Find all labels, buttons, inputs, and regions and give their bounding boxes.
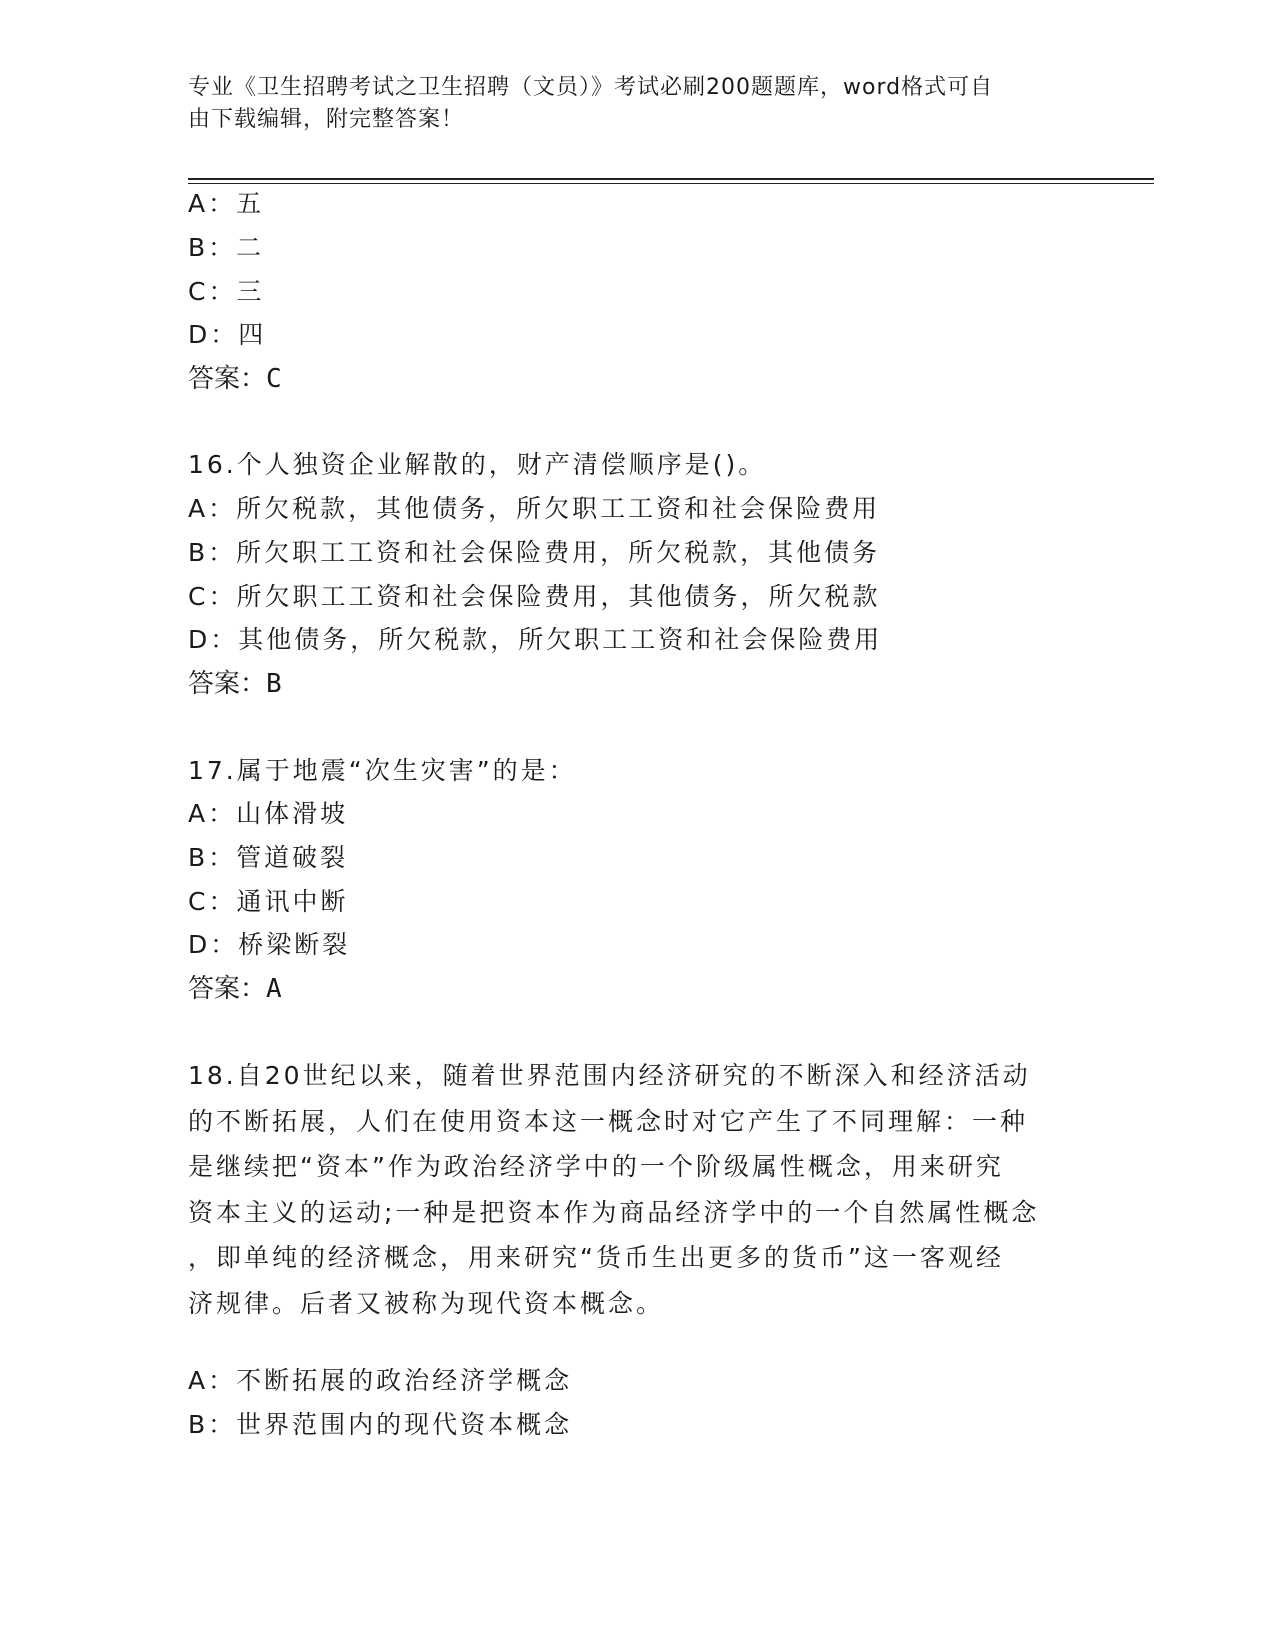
q18-question [188,1053,1078,1326]
q17-option-b [188,841,348,875]
header-rule-thick [188,178,1154,180]
option-key: A： [188,799,237,828]
q17-option-a [188,797,348,831]
answer-label: 答案： [188,669,267,699]
option-text: 不断拓展的政治经济学概念 [236,1366,573,1395]
q17-answer [188,972,282,1006]
header-line-1: 专业《卫生招聘考试之卫生招聘（文员）》考试必刷200题题库，word格式可自 [188,75,994,100]
header-line-2: 由下载编辑，附完整答案！ [188,107,465,132]
q17-question: 17.属于地震“次生灾害”的是： [188,756,577,785]
q15-option-b [188,231,264,265]
q18-option-a [188,1364,572,1398]
option-text: 其他债务，所欠税款，所欠职工工资和社会保险费用 [238,625,883,654]
answer-value: A [266,974,282,1004]
answer-label: 答案： [188,974,267,1004]
q16-option-b [188,536,880,570]
q18-question-line: 的不断拓展，人们在使用资本这一概念时对它产生了不同理解：一种 [188,1106,1029,1136]
option-key: A： [188,1366,237,1395]
option-text: 四 [238,320,267,349]
answer-label: 答案： [188,364,267,394]
option-text: 三 [236,277,265,306]
q17-option-d [188,928,350,962]
option-key: D： [188,930,239,959]
option-key: D： [188,625,239,654]
option-text: 二 [236,233,265,262]
q16-answer [188,667,282,701]
q18-question-line: 是继续把“资本”作为政治经济学中的一个阶级属性概念，用来研究 [188,1152,1004,1181]
option-text: 所欠职工工资和社会保险费用，所欠税款，其他债务 [236,538,881,567]
answer-value: B [266,669,282,699]
q18-question-line: 济规律。后者又被称为现代资本概念。 [188,1288,665,1318]
option-text: 通讯中断 [236,887,349,916]
option-text: 山体滑坡 [236,799,349,828]
option-text: 所欠税款，其他债务，所欠职工工资和社会保险费用 [236,494,881,523]
q16-option-d [188,623,882,657]
option-key: A： [188,189,237,218]
q15-answer [188,362,282,396]
option-key: B： [188,538,237,567]
header-rule-thin [188,183,1154,184]
q15-option-c [188,275,264,309]
q15-option-d [188,318,266,352]
q17-option-c [188,885,348,919]
answer-value: C [266,364,282,394]
document-header [188,72,1068,136]
option-key: D： [188,320,239,349]
option-key: B： [188,843,237,872]
q15-option-a [188,187,264,221]
option-text: 五 [236,189,265,218]
option-key: A： [188,494,237,523]
option-text: 管道破裂 [236,843,349,872]
q16-question: 16.个人独资企业解散的，财产清偿顺序是()。 [188,450,767,479]
q18-question-line: 18.自20世纪以来，随着世界范围内经济研究的不断深入和经济活动 [188,1061,1031,1090]
option-text: 世界范围内的现代资本概念 [236,1410,573,1439]
q16-option-a [188,492,880,526]
q18-option-b [188,1408,572,1442]
option-key: C： [188,582,237,611]
q18-question-line: ，即单纯的经济概念，用来研究“货币生出更多的货币”这一客观经 [188,1243,1004,1272]
q18-question-line: 资本主义的运动;一种是把资本作为商品经济学中的一个自然属性概念 [188,1197,1040,1227]
q16-option-c [188,580,880,614]
option-key: B： [188,233,237,262]
option-text: 所欠职工工资和社会保险费用，其他债务，所欠税款 [236,582,881,611]
option-text: 桥梁断裂 [238,930,351,959]
option-key: C： [188,277,237,306]
option-key: B： [188,1410,237,1439]
option-key: C： [188,887,237,916]
